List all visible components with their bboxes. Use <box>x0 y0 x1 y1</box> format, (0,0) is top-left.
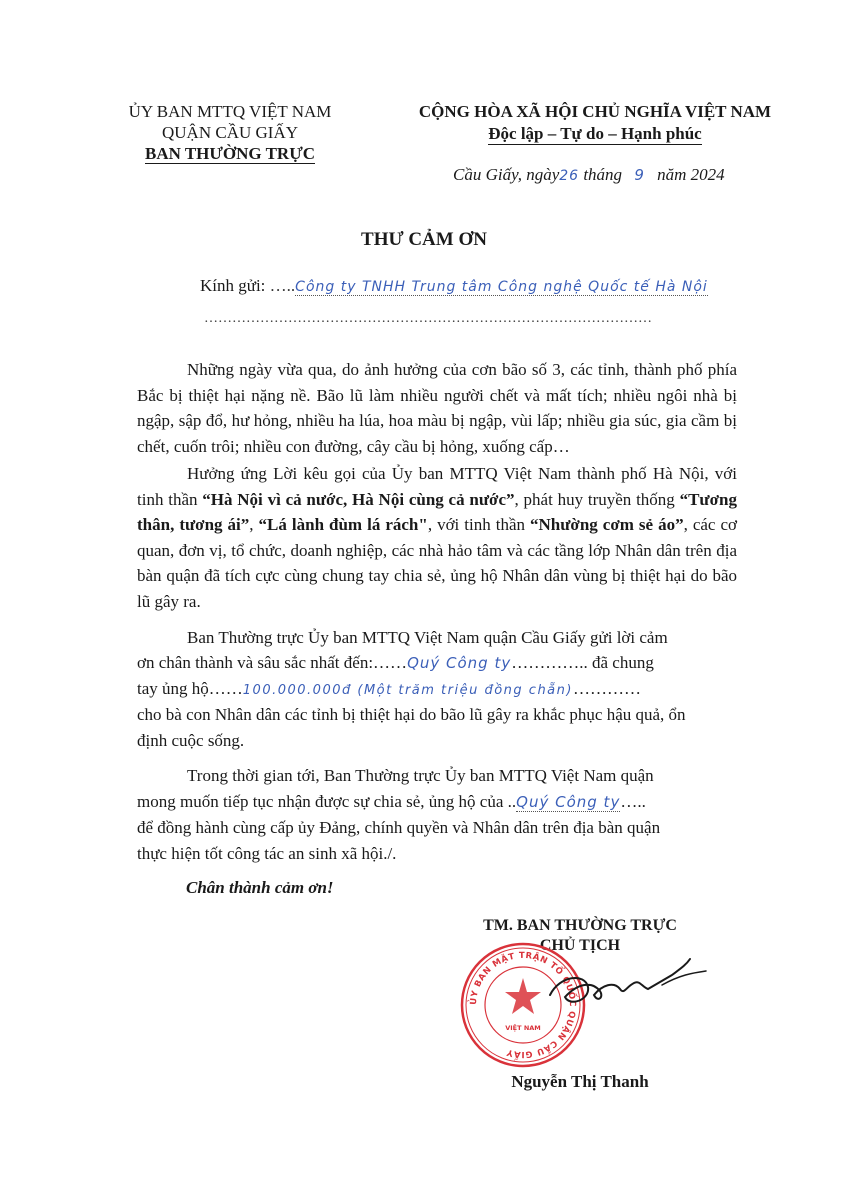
p4-line-2 <box>137 792 737 812</box>
paragraph-1-text: Những ngày vừa qua, do ảnh hưởng của cơn bão số 3, các tỉnh, thành phố phía Bắc bị thiệt hại nặng nề. Bão lũ làm nhiều người chết và mất tích; nhiều ngôi nhà bị ngập, sập đổ, hư hỏng, nhiều ha lúa, hoa màu bị ngập, vùi lấp; nhiều gia súc, gia cầm bị chết, cuốn trôi; nhiều con đường, cây cầu bị hỏng, xuống cấp… <box>137 360 737 456</box>
p3-line-3 <box>137 679 737 699</box>
signature-line-1: TM. BAN THƯỜNG TRỰC <box>483 917 677 934</box>
p4-line-3: để đồng hành cùng cấp ủy Đảng, chính quyền và Nhân dân trên địa bàn quận <box>137 818 661 837</box>
p2-text-2: , phát huy truyền thống <box>514 489 680 509</box>
p2-slogan-2: “Tương thân, tương ái” <box>137 489 737 534</box>
p3-line-3-post: ………… <box>572 679 641 698</box>
recipient-label: Kính gửi: <box>200 276 266 295</box>
paragraph-2 <box>137 461 737 614</box>
recipient-dots: ….. <box>269 276 296 295</box>
issuer-line-2: QUẬN CẦU GIẤY <box>162 123 298 142</box>
p3-line-2 <box>137 653 737 673</box>
paragraph-1 <box>137 357 737 459</box>
national-header <box>395 101 795 145</box>
p3-line-2-post: ………….. đã chung <box>511 653 654 672</box>
p3-line-5: định cuộc sống. <box>137 731 245 750</box>
national-title: CỘNG HÒA XÃ HỘI CHỦ NGHĨA VIỆT NAM <box>418 102 772 121</box>
signatory-name: Nguyễn Thị Thanh <box>511 1072 649 1091</box>
recipient-dots-line: …………………………………………………………………………………… <box>204 311 652 326</box>
issuer-line-1: ỦY BAN MTTQ VIỆT NAM <box>128 102 332 121</box>
letter-title: THƯ CẢM ƠN <box>361 229 487 250</box>
national-motto: Độc lập – Tự do – Hạnh phúc <box>488 124 702 143</box>
p3-line-1: Ban Thường trực Ủy ban MTTQ Việt Nam quận Cầu Giấy gửi lời cảm <box>187 628 668 647</box>
issuer-header <box>100 101 360 164</box>
p4-line-2-post: ….. <box>620 792 646 811</box>
date-line <box>453 165 725 185</box>
p3-line-3-pre: tay ủng hộ…… <box>137 679 243 698</box>
recipient-line <box>200 276 708 296</box>
seal-center-text: VIỆT NAM <box>505 1024 541 1032</box>
handwritten-signature <box>530 945 710 1025</box>
date-prefix: Cầu Giấy, ngày <box>453 165 560 184</box>
p3-amount: 100.000.000đ (Một trăm triệu đồng chẵn) <box>242 683 573 698</box>
p2-text-3: , <box>249 515 259 534</box>
date-day: 26 <box>559 168 580 184</box>
p2-text-5: , các cơ quan, đơn vị, tổ chức, doanh nghiệp, các nhà hảo tâm và các tầng lớp Nhân dân trên địa bàn quận đã tích cực cùng chung tay chia sẻ, ủng hộ Nhân dân vùng bị thiệt hại do bão lũ gây ra. <box>137 515 738 611</box>
p3-line-4: cho bà con Nhân dân các tỉnh bị thiệt hại do bão lũ gây ra khắc phục hậu quả, ổn <box>137 705 686 724</box>
issuer-line-3: BAN THƯỜNG TRỰC <box>144 144 316 163</box>
p2-slogan-1: “Hà Nội vì cả nước, Hà Nội cùng cả nước” <box>202 489 515 509</box>
p4-recipient: Quý Công ty <box>516 793 621 811</box>
p2-text-4: , với tinh thần <box>427 515 530 534</box>
closing-line: Chân thành cảm ơn! <box>186 878 334 897</box>
p4-line-4: thực hiện tốt công tác an sinh xã hội./. <box>137 844 397 863</box>
recipient-name: Công ty TNHH Trung tâm Công nghệ Quốc tế Hà Nội <box>295 279 708 295</box>
date-month-label: tháng <box>583 165 623 184</box>
p4-line-2-pre: mong muốn tiếp tục nhận được sự chia sẻ, ủng hộ của .. <box>137 792 517 811</box>
seal-ring-path: ỦY BAN MẶT TRẬN TỔ QUỐC QUẬN CẦU GIẤY <box>468 950 578 1060</box>
date-year: năm 2024 <box>657 165 725 184</box>
p3-line-2-pre: ơn chân thành và sâu sắc nhất đến:…… <box>137 653 408 672</box>
p4-line-1: Trong thời gian tới, Ban Thường trực Ủy ban MTTQ Việt Nam quận <box>187 766 654 785</box>
p2-slogan-3: “Lá lành đùm lá rách" <box>258 515 428 534</box>
p3-recipient: Quý Công ty <box>407 654 512 672</box>
signature-line-2: CHỦ TỊCH <box>539 937 621 954</box>
p2-text-1: Hưởng ứng Lời kêu gọi của Ủy ban MTTQ Việt Nam thành phố Hà Nội, với tinh thần <box>137 464 737 509</box>
date-month: 9 <box>634 166 645 184</box>
p2-slogan-4: “Nhường cơm sẻ áo” <box>530 515 684 534</box>
